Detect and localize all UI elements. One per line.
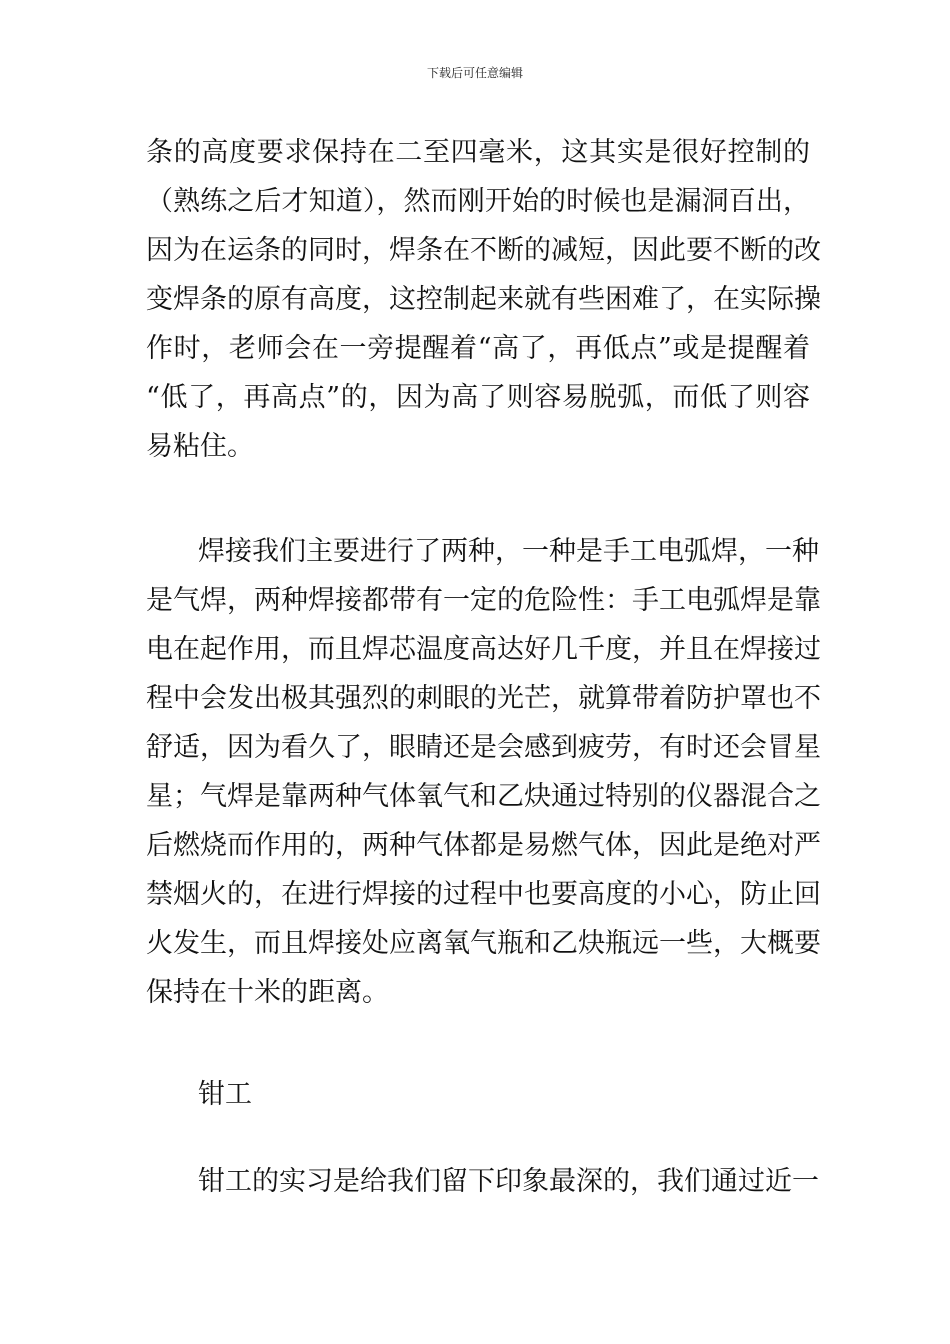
paragraph-line: 保持在十米的距离。 — [146, 977, 389, 1008]
paragraph-line: 因为在运条的同时，焊条在不断的减短，因此要不断的改 — [146, 235, 821, 266]
paragraph-line: 后燃烧而作用的，两种气体都是易燃气体，因此是绝对严 — [146, 830, 821, 861]
paragraph-line: 电在起作用，而且焊芯温度高达好几千度，并且在焊接过 — [146, 634, 821, 665]
document-body — [146, 128, 821, 1206]
paragraph-spacer — [146, 1119, 810, 1157]
paragraph-line: 钳工的实习是给我们留下印象最深的，我们通过近一 — [198, 1166, 819, 1197]
paragraph-welding-types — [146, 527, 821, 1017]
paragraph-line: 作时，老师会在一旁提醒着“高了，再低点”或是提醒着 — [146, 333, 810, 364]
paragraph-line: 舒适，因为看久了，眼睛还是会感到疲劳，有时还会冒星 — [146, 732, 821, 763]
paragraph-spacer — [146, 471, 810, 527]
paragraph-line: 变焊条的原有高度，这控制起来就有些困难了，在实际操 — [146, 284, 821, 315]
paragraph-line: 易粘住。 — [146, 431, 254, 462]
paragraph-line: 星；气焊是靠两种气体氧气和乙炔通过特别的仪器混合之 — [146, 781, 821, 812]
paragraph-line: 焊接我们主要进行了两种，一种是手工电弧焊，一种 — [198, 536, 819, 567]
paragraph-line: （熟练之后才知道），然而刚开始的时候也是漏洞百出， — [146, 186, 810, 217]
section-heading: 钳工 — [198, 1079, 252, 1110]
paragraph-welding-height — [146, 128, 821, 471]
paragraph-line: “低了，再高点”的，因为高了则容易脱弧，而低了则容 — [146, 382, 810, 413]
paragraph-line: 条的高度要求保持在二至四毫米，这其实是很好控制的 — [146, 137, 810, 168]
paragraph-line: 是气焊，两种焊接都带有一定的危险性：手工电弧焊是靠 — [146, 585, 821, 616]
page-header: 下载后可任意编辑 — [426, 66, 523, 80]
paragraph-line: 火发生，而且焊接处应离氧气瓶和乙炔瓶远一些，大概要 — [146, 928, 821, 959]
paragraph-line: 禁烟火的，在进行焊接的过程中也要高度的小心，防止回 — [146, 879, 821, 910]
paragraph-spacer — [146, 1017, 810, 1070]
paragraph-line: 程中会发出极其强烈的刺眼的光芒，就算带着防护罩也不 — [146, 683, 821, 714]
paragraph-fitter-intro — [146, 1157, 819, 1206]
